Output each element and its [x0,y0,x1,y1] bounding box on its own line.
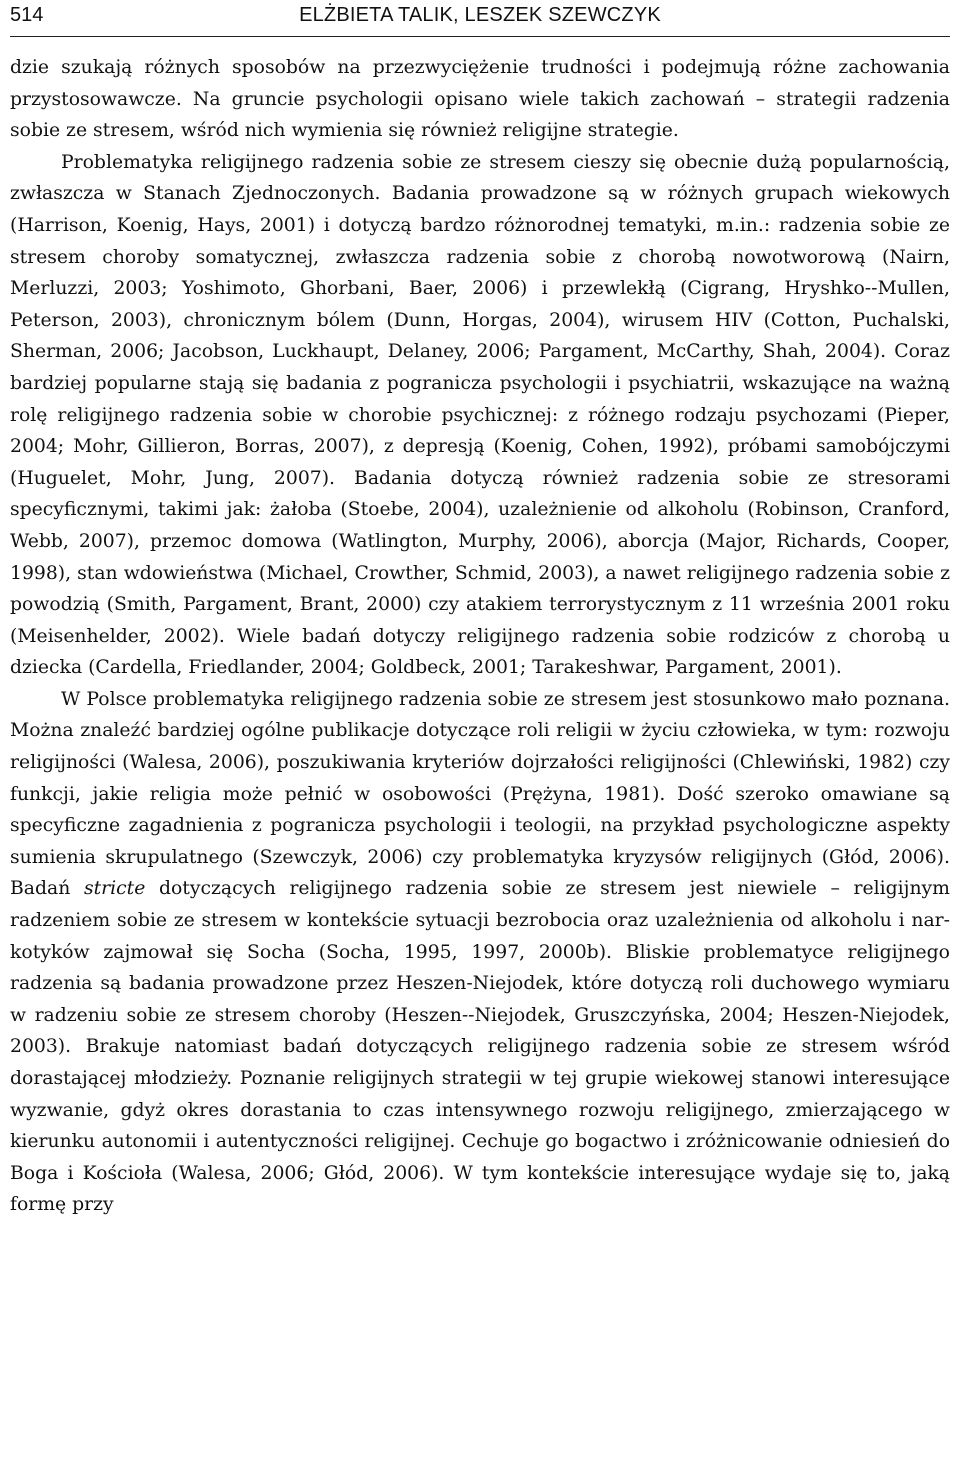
paragraph-3 [10,684,950,1221]
paragraph-3-text-start: W Polsce problematyka religijnego radzenia sobie ze stresem jest stosunkowo mało poznana. Można znaleźć bardziej ogólne publikacje dotyczące roli religii w życiu człowieka, w tym: rozwoju religijności (Walesa, 2006), poszukiwania kryteriów dojrzałości religijności (Chlewiński, 1982) czy funkcji, jakie religia może pełnić w osobowości (Prężyna, 1981). Dość szeroko omawiane są specyficzne zagadnienia z pogranicza psychologii i teologii, na przykład psychologiczne aspekty sumienia skrupulatnego (Szewczyk, 2006) czy problematyka kryzysów religijnych (Głód, 2006). Badań [10,688,950,900]
paragraph-3-text-end: dotyczących religijnego radzenia sobie ze stresem jest niewiele – religijnym radzeniem sobie ze stresem w kontekście sytuacji bezrobocia oraz uzależnienia od alkoholu i narkotyków zajmował się Socha (Socha, 1995, 1997, 2000b). Bliskie problematyce religijnego radzenia są badania prowadzone przez Heszen-Niejodek, które dotyczą roli duchowego wymiaru w radzeniu sobie ze stresem choroby (Heszen-⁠-Niejodek, Gruszczyńska, 2004; Heszen-Niejodek, 2003). Brakuje natomiast badań dotyczących religijnego radzenia sobie ze stresem wśród dorastającej młodzieży. Poznanie religijnych strategii w tej grupie wiekowej stanowi interesujące wyzwanie, gdyż okres dorastania to czas intensywnego rozwoju religijnego, zmierzającego w kierunku autonomii i autentyczności religijnej. Cechuje go bogactwo i zróżnicowanie odniesień do Boga i Kościoła (Walesa, 2006; Głód, 2006). W tym kontekście interesujące wydaje się to, jaką formę przy [10,878,950,1216]
paragraph-3-italic-term: stricte [83,878,146,900]
paragraph-2: Problematyka religijnego radzenia sobie ze stresem cieszy się obecnie dużą popularnością, zwłaszcza w Stanach Zjednoczonych. Badania prowadzone są w różnych grupach wiekowych (Harrison, Koenig, Hays, 2001) i dotyczą bardzo różnorodnej tematyki, m.in.: radzenia sobie ze stresem choroby somatycznej, zwłaszcza radzenia sobie z chorobą nowotworową (Nairn, Merluzzi, 2003; Yoshimoto, Ghorbani, Baer, 2006) i przewlekłą (Cigrang, Hryshko-⁠-Mullen, Peterson, 2003), chronicznym bólem (Dunn, Horgas, 2004), wirusem HIV (Cotton, Puchalski, Sherman, 2006; Jacobson, Luckhaupt, Delaney, 2006; Pargament, McCarthy, Shah, 2004). Coraz bardziej popularne stają się badania z pogranicza psychologii i psychiatrii, wskazujące na ważną rolę religijnego radzenia sobie w chorobie psychicznej: z różnego rodzaju psychozami (Pieper, 2004; Mohr, Gillieron, Borras, 2007), z depresją (Koenig, Cohen, 1992), próbami samobójczymi (Huguelet, Mohr, Jung, 2007). Badania dotyczą również radzenia sobie ze stresorami specyficznymi, takimi jak: żałoba (Stoebe, 2004), uzależnienie od alkoholu (Robinson, Cranford, Webb, 2007), przemoc domowa (Watlington, Murphy, 2006), aborcja (Major, Richards, Cooper, 1998), stan wdowieństwa (Michael, Crowther, Schmid, 2003), a nawet religijnego radzenia sobie z powodzią (Smith, Pargament, Brant, 2000) czy atakiem terrorystycznym z 11 września 2001 roku (Meisenhelder, 2002). Wiele badań dotyczy religijnego radzenia sobie rodziców z chorobą u dziecka (Cardella, Friedlander, 2004; Goldbeck, 2001; Tarakeshwar, Pargament, 2001). [10,151,950,679]
article-body [10,52,950,1221]
page-header [10,0,950,37]
paragraph-1: dzie szukają różnych sposobów na przezwyciężenie trudności i podejmują różne zachowania przystosowawcze. Na gruncie psychologii opisano wiele takich zachowań – strategii radzenia sobie ze stresem, wśród nich wymienia się również religijne strategie. [10,57,950,142]
running-head-authors: ELŻBIETA TALIK, LESZEK SZEWCZYK [299,4,661,26]
page-number: 514 [10,4,44,26]
